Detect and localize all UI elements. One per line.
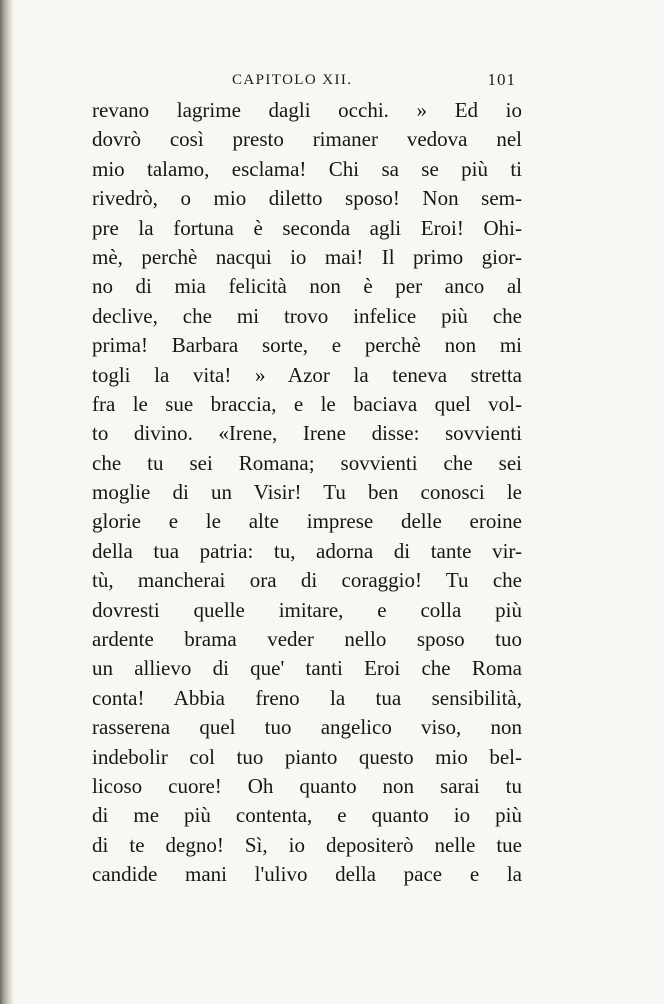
text-line: to divino. «Irene, Irene disse: sovvienti [92,421,522,446]
text-line: dovrò così presto rimaner vedova nel [92,127,522,152]
text-line: glorie e le alte imprese delle eroine [92,509,522,534]
text-line: fra le sue braccia, e le baciava quel vol- [92,391,522,416]
text-line: di te degno! Sì, io depositerò nelle tue [92,832,522,857]
text-line: tù, mancherai ora di coraggio! Tu che [92,568,522,593]
text-line: revano lagrime dagli occhi. » Ed io [92,98,522,122]
text-line: candide mani l'ulivo della pace e la [92,862,522,887]
text-line: rasserena quel tuo angelico viso, non [92,715,522,740]
text-line: ardente brama veder nello sposo tuo [92,627,522,652]
text-line: mio talamo, esclama! Chi sa se più ti [92,156,522,181]
text-line: conta! Abbia freno la tua sensibilità, [92,685,522,710]
body-text [92,96,522,890]
chapter-heading: CAPITOLO XII. [232,72,353,88]
text-line: moglie di un Visir! Tu ben conosci le [92,480,522,505]
text-line: declive, che mi trovo infelice più che [92,303,522,328]
text-line: dovresti quelle imitare, e colla più [92,597,522,622]
text-line: licoso cuore! Oh quanto non sarai tu [92,773,522,798]
binding-edge-shadow [0,0,14,1004]
page-number: 101 [487,70,516,89]
text-line: rivedrò, o mio diletto sposo! Non sem- [92,186,522,211]
text-line: che tu sei Romana; sovvienti che sei [92,450,522,475]
text-line: un allievo di que' tanti Eroi che Roma [92,656,522,681]
running-head [92,72,522,98]
text-line: di me più contenta, e quanto io più [92,803,522,828]
text-line: pre la fortuna è seconda agli Eroi! Ohi- [92,215,522,240]
text-line: della tua patria: tu, adorna di tante vir- [92,538,522,563]
text-line: prima! Barbara sorte, e perchè non mi [92,333,522,358]
text-line: no di mia felicità non è per anco al [92,274,522,299]
text-line: mè, perchè nacqui io mai! Il primo gior- [92,244,522,269]
text-line: togli la vita! » Azor la teneva stretta [92,362,522,387]
text-line: indebolir col tuo pianto questo mio bel- [92,744,522,769]
